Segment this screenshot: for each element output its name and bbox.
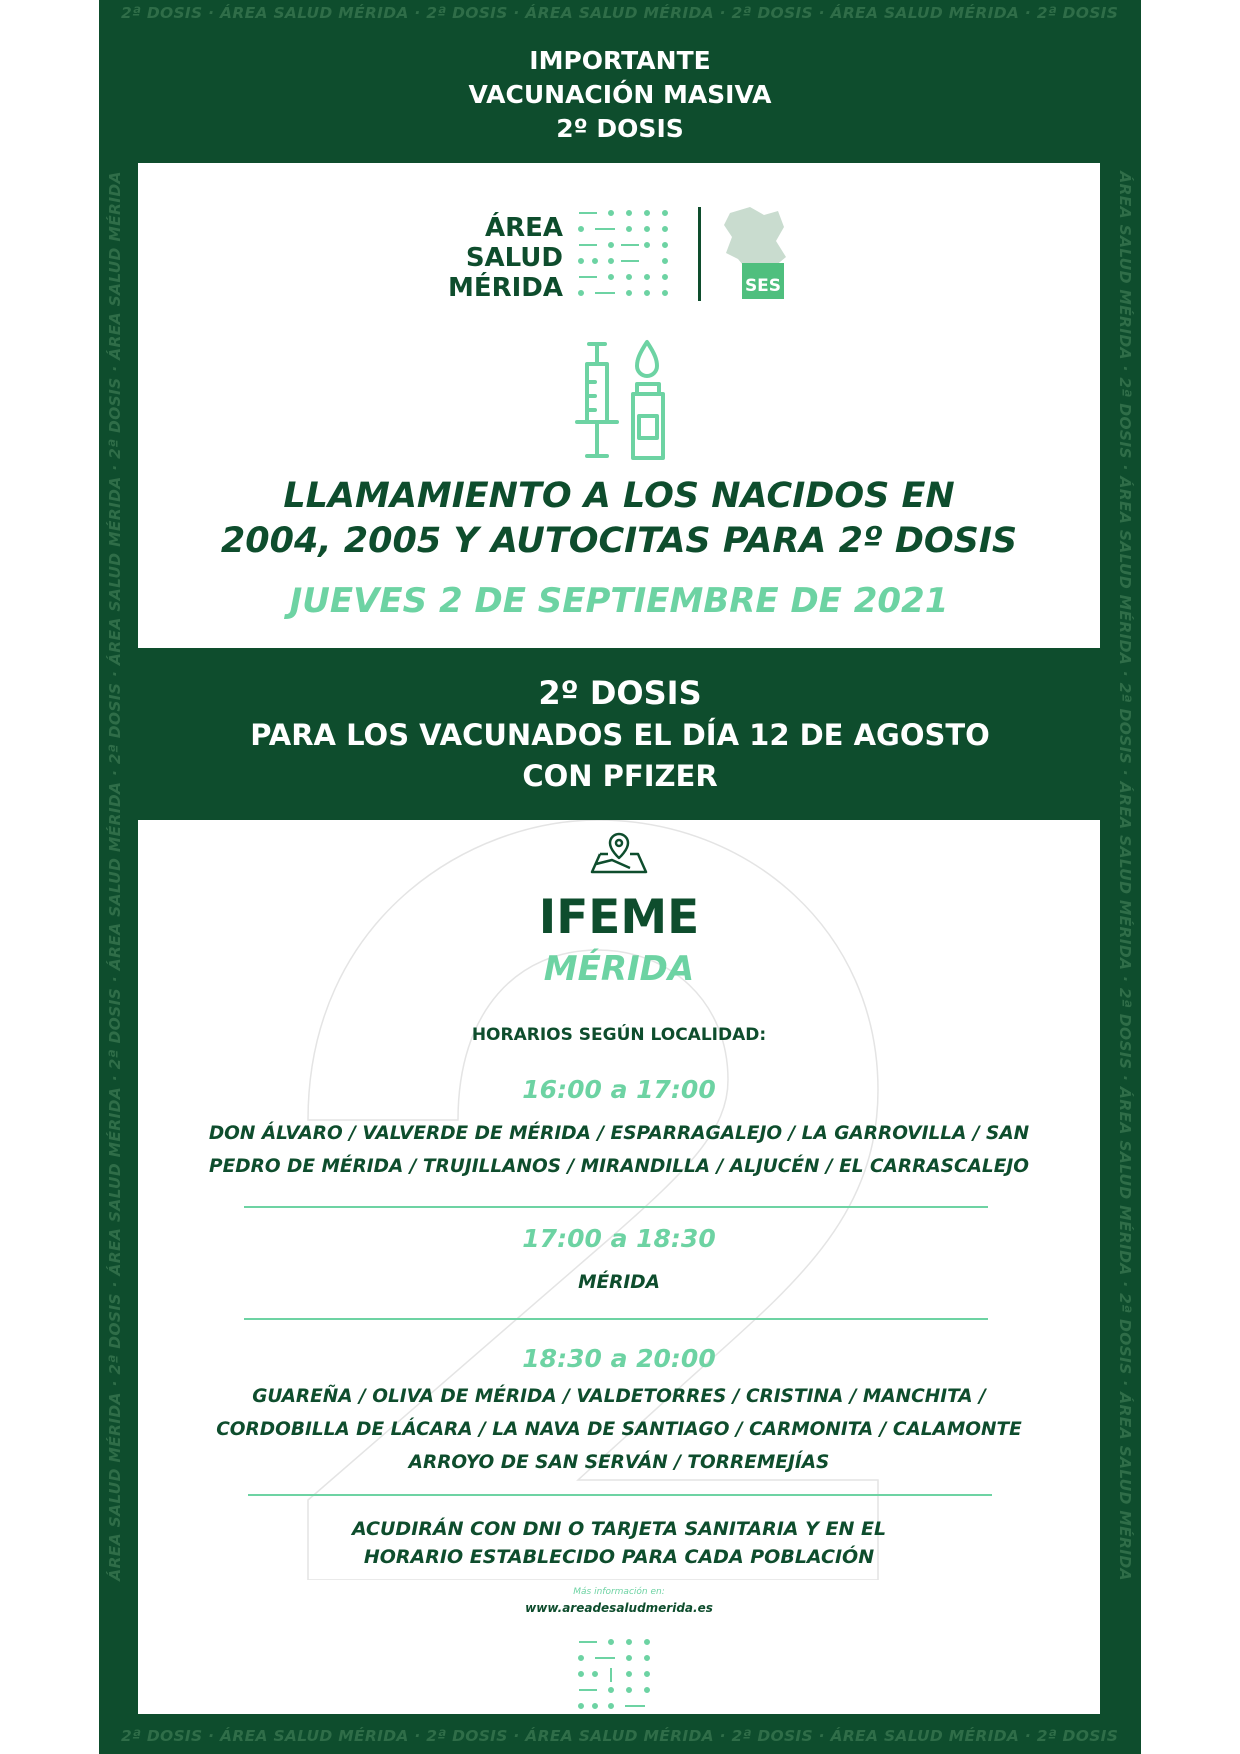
separator-2 [244,1318,988,1320]
border-text-left: ÁREA SALUD MÉRIDA · 2ª DOSIS · ÁREA SALUD MÉRIDA · 2ª DOSIS · ÁREA SALUD MÉRIDA · 2ª DOSIS · ÁREA SALUD MÉRIDA · 2ª DOSIS · ÁREA SALUD MÉRIDA [106,171,124,1581]
slot-time-1: 16:00 a 17:00 [522,1075,716,1104]
dose-subtitle-line-1: PARA LOS VACUNADOS EL DÍA 12 DE AGOSTO [250,718,990,752]
dose-title: 2º DOSIS [538,674,702,712]
header-line-2: VACUNACIÓN MASIVA [468,80,772,109]
border-text-right: ÁREA SALUD MÉRIDA · 2ª DOSIS · ÁREA SALUD MÉRIDA · 2ª DOSIS · ÁREA SALUD MÉRIDA · 2ª DOSIS · ÁREA SALUD MÉRIDA · 2ª DOSIS · ÁREA SALUD MÉRIDA [1116,171,1134,1581]
venue-panel [138,820,1100,1714]
requirements-notice [298,1515,940,1571]
separator-1 [244,1206,988,1208]
slot-towns-3-line-3: ARROYO DE SAN SERVÁN / TORREMEJÍAS [408,1452,830,1473]
logo-line-3: MÉRIDA [447,273,563,303]
separator-3 [248,1494,992,1496]
slot-towns-2-line-1: MÉRIDA [578,1272,660,1293]
area-salud-logo-text [443,213,563,303]
notice-line-2: HORARIO ESTABLECIDO PARA CADA POBLACIÓN [363,1546,875,1568]
logo-line-1: ÁREA [484,213,563,243]
map-pin-icon [590,830,648,876]
more-info-label: Más información en: [573,1587,665,1597]
dot-grid-logo-icon [575,207,675,301]
more-info-url[interactable]: www.areadesaludmerida.es [525,1601,713,1615]
slot-towns-3-line-2: CORDOBILLA DE LÁCARA / LA NAVA DE SANTIAGO / CARMONITA / CALAMONTE [216,1419,1022,1440]
slot-towns-1-line-1: DON ÁLVARO / VALVERDE DE MÉRIDA / ESPARRAGALEJO / LA GARROVILLA / SAN [208,1123,1030,1144]
dot-grid-footer-icon [575,1638,675,1714]
slot-towns-3-line-1: GUAREÑA / OLIVA DE MÉRIDA / VALDETORRES / CRISTINA / MANCHITA / [252,1386,986,1407]
border-text-bottom: 2ª DOSIS · ÁREA SALUD MÉRIDA · 2ª DOSIS · ÁREA SALUD MÉRIDA · 2ª DOSIS · ÁREA SALUD MÉRIDA · 2ª DOSIS [121,1727,1119,1745]
venue-name: IFEME [538,890,700,945]
dose-subtitle-line-2: CON PFIZER [522,759,718,793]
call-panel [138,163,1100,648]
vaccination-date: JUEVES 2 DE SEPTIEMBRE DE 2021 [289,581,949,621]
dose-subtitle [99,715,1141,797]
header-title [99,44,1141,146]
vaccine-icon [575,338,675,463]
slot-towns-1 [198,1117,1040,1183]
notice-line-1: ACUDIRÁN CON DNI O TARJETA SANITARIA Y EN EL [351,1518,887,1540]
call-headline-line-1: LLAMAMIENTO A LOS NACIDOS EN [283,476,955,516]
header-line-3: 2º DOSIS [556,114,684,143]
call-headline [138,474,1100,564]
border-text-top: 2ª DOSIS · ÁREA SALUD MÉRIDA · 2ª DOSIS · ÁREA SALUD MÉRIDA · 2ª DOSIS · ÁREA SALUD MÉRIDA · 2ª DOSIS [121,4,1119,22]
slot-towns-1-line-2: PEDRO DE MÉRIDA / TRUJILLANOS / MIRANDILLA / ALJUCÉN / EL CARRASCALEJO [209,1156,1029,1177]
slot-time-3: 18:30 a 20:00 [522,1344,716,1373]
slot-time-2: 17:00 a 18:30 [522,1224,716,1253]
schedule-label: HORARIOS SEGÚN LOCALIDAD: [471,1025,767,1045]
extremadura-map-icon [724,207,786,271]
header-line-1: IMPORTANTE [529,46,711,75]
ses-logo [720,205,792,305]
venue-city: MÉRIDA [543,949,695,989]
logo-line-2: SALUD [465,243,563,273]
slot-towns-3 [198,1380,1040,1479]
slot-towns-2 [198,1266,1040,1299]
call-headline-line-2: 2004, 2005 Y AUTOCITAS PARA 2º DOSIS [220,521,1018,561]
poster [99,0,1141,1754]
logo-divider [698,207,701,301]
ses-badge-text: SES [744,276,782,296]
